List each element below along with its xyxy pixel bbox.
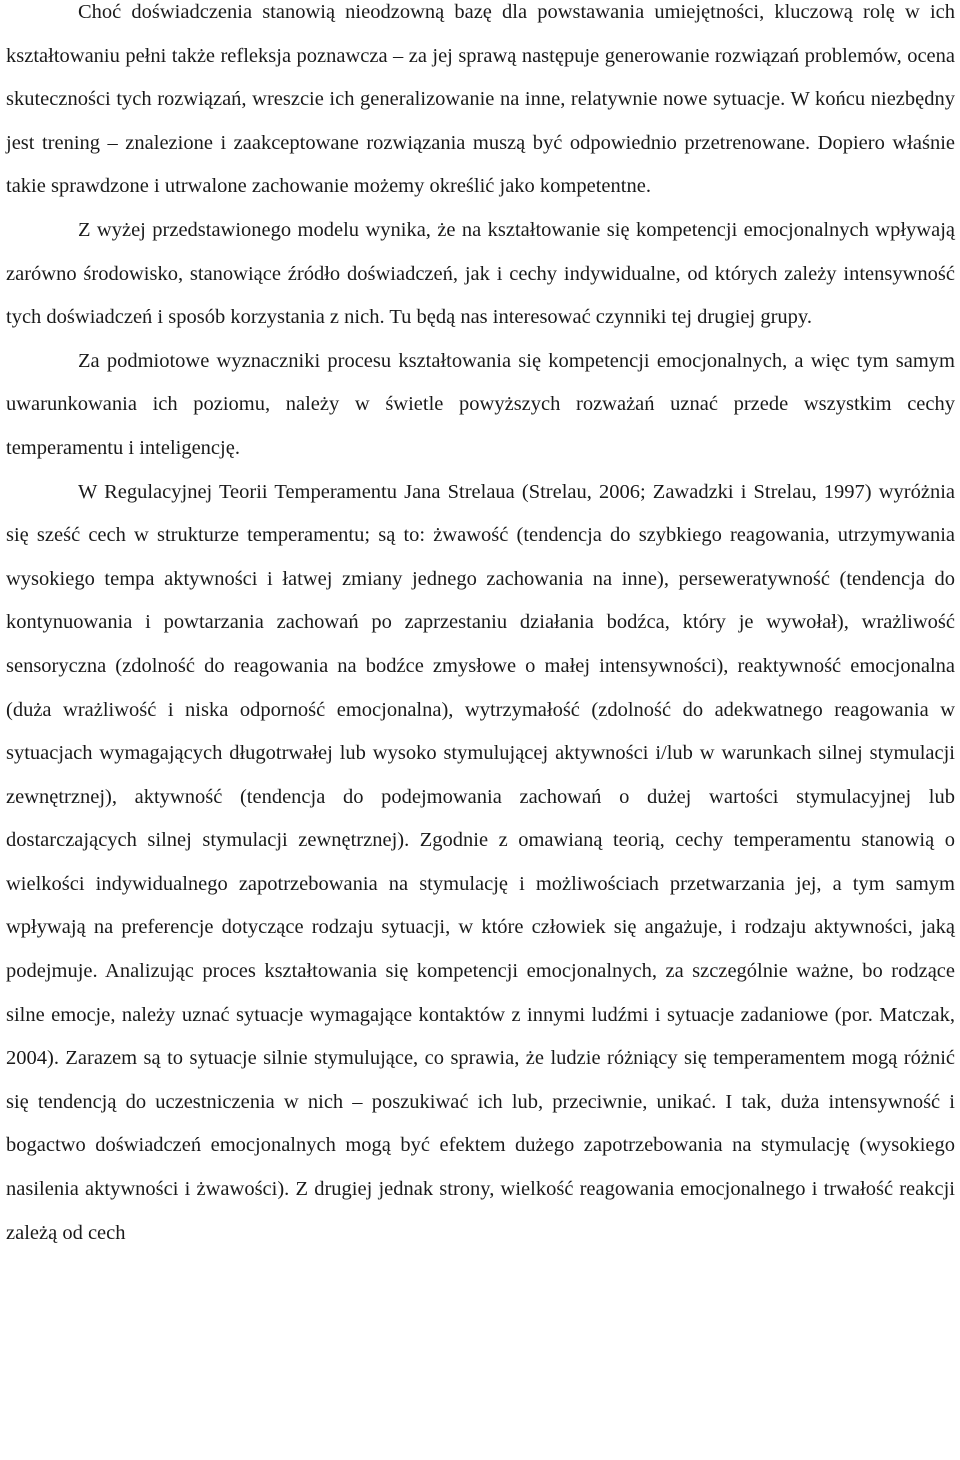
paragraph-reflection: Choć doświadczenia stanowią nieodzowną bazę dla powstawania umiejętności, kluczową rolę w ich kształtowaniu pełni także refleksja poznawcza – za jej sprawą następuje generowanie rozwiązań problemów, ocena skuteczności tych rozwiązań, wreszcie ich generalizowanie na inne, relatywnie nowe sytuacje. W końcu niezbędny jest trening – znalezione i zaakceptowane rozwiązania muszą być odpowiednio przetrenowane. Dopiero właśnie takie sprawdzone i utrwalone zachowanie możemy określić jako kompetentne. xyxy=(6,1,955,198)
paragraph-model-conclusion: Z wyżej przedstawionego modelu wynika, że na kształtowanie się kompetencji emocjonalnych wpływają zarówno środowisko, stanowiące źródło doświadczeń, jak i cechy indywidualne, od których zależy intensywność tych doświadczeń i sposób korzystania z nich. Tu będą nas interesować czynniki tej drugiej grupy. xyxy=(6,218,955,329)
document-page xyxy=(6,0,955,1255)
paragraph-temperament-theory: W Regulacyjnej Teorii Temperamentu Jana Strelaua (Strelau, 2006; Zawadzki i Strelau, 1997) wyróżnia się sześć cech w strukturze temperamentu; są to: żwawość (tendencja do szybkiego reagowania, utrzymywania wysokiego tempa aktywności i łatwej zmiany jednego zachowania na inne), perseweratywność (tendencja do kontynuowania i powtarzania zachowań po zaprzestaniu działania bodźca, który je wywołał), wrażliwość sensoryczna (zdolność do reagowania na bodźce zmysłowe o małej intensywności), reaktywność emocjonalna (duża wrażliwość i niska odporność emocjonalna), wytrzymałość (zdolność do adekwatnego reagowania w sytuacjach wymagających długotrwałej lub wysoko stymulującej aktywności i/lub w warunkach silnej stymulacji zewnętrznej), aktywność (tendencja do podejmowania zachowań o dużej wartości stymulacyjnej lub dostarczających silnej stymulacji zewnętrznej). Zgodnie z omawianą teorią, cechy temperamentu stanowią o wielkości indywidualnego zapotrzebowania na stymulację i możliwościach przetwarzania jej, a tym samym wpływają na preferencje dotyczące rodzaju sytuacji, w które człowiek się angażuje, i rodzaju aktywności, jaką podejmuje. Analizując proces kształtowania się kompetencji emocjonalnych, za szczególnie ważne, bo rodzące silne emocje, należy uznać sytuacje wymagające kontaktów z innymi ludźmi i sytuacje zadaniowe (por. Matczak, 2004). Zarazem są to sytuacje silnie stymulujące, co sprawia, że ludzie różniący się temperamentem mogą różnić się tendencją do uczestniczenia w nich – poszukiwać ich lub, przeciwnie, unikać. I tak, duża intensywność i bogactwo doświadczeń emocjonalnych mogą być efektem dużego zapotrzebowania na stymulację (wysokiego nasilenia aktywności i żwawości). Z drugiej jednak strony, wielkość reagowania emocjonalnego i trwałość reakcji zależą od cech xyxy=(6,480,955,1244)
paragraph-determinants: Za podmiotowe wyznaczniki procesu kształtowania się kompetencji emocjonalnych, a więc tym samym uwarunkowania ich poziomu, należy w świetle powyższych rozważań uznać przede wszystkim cechy temperamentu i inteligencję. xyxy=(6,349,955,459)
